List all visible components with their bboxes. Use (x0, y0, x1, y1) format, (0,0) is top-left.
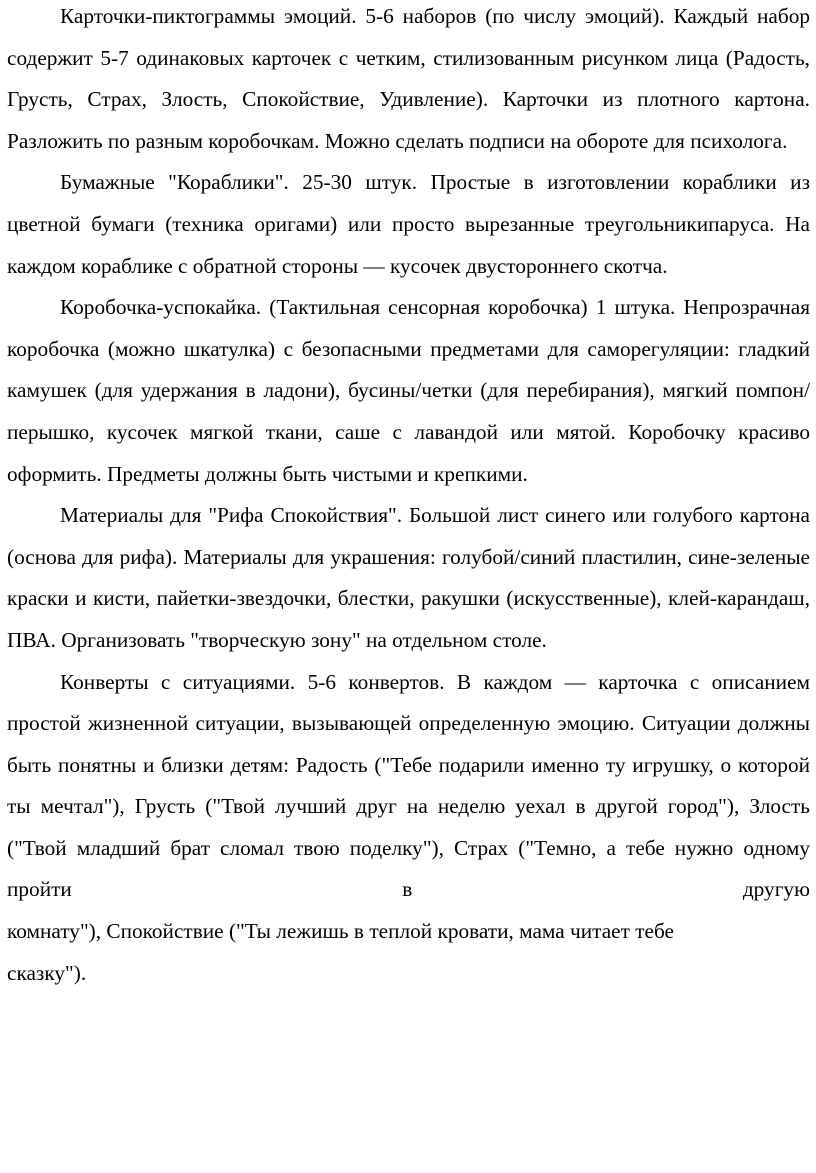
paragraph-situation-envelopes-justified: Конверты с ситуациями. 5-6 конвертов. В каждом — карточка с описанием простой жизненной ситуации, вызывающей определенную эмоцию. Ситуации должны быть понятны и близки детям: Радость ("Тебе подарили именно ту игрушку, о которой ты мечтал"), Грусть ("Твой лучший друг на неделю уехал в другой город"), Злость ("Твой младший брат сломал твою поделку"), Страх ("Темно, а тебе нужно одному пройти в другую (7, 669, 810, 902)
paragraph-emotion-pictogram-cards: Карточки-пиктограммы эмоций. 5-6 наборов (по числу эмоций). Каждый набор содержит 5-7 одинаковых карточек с четким, стилизованным рисунком лица (Радость, Грусть, Страх, Злость, Спокойствие, Удивление). Карточки из плотного картона. Разложить по разным коробочкам. Можно сделать подписи на обороте для психолога. (7, 4, 810, 153)
paragraph-situation-envelopes-tail: комнату"), Спокойствие ("Ты лежишь в теплой кровати, мама читает тебе (7, 919, 675, 944)
paragraph-reef-of-calm-materials: Материалы для "Рифа Спокойствия". Большой лист синего или голубого картона (основа для рифа). Материалы для украшения: голубой/синий пластилин, сине-зеленые краски и кисти, пайетки-звездочки, блестки, ракушки (искусственные), клей-карандаш, ПВА. Организовать "творческую зону" на отдельном столе. (7, 503, 810, 652)
paragraph-situation-envelopes (7, 662, 810, 995)
paragraph-paper-boats: Бумажные "Кораблики". 25-30 штук. Простые в изготовлении кораблики из цветной бумаги (техника оригами) или просто вырезанные треугольникипаруса. На каждом кораблике с обратной стороны — кусочек двустороннего скотча. (7, 170, 810, 278)
paragraph-calming-box: Коробочка-успокайка. (Тактильная сенсорная коробочка) 1 штука. Непрозрачная коробочка (можно шкатулка) с безопасными предметами для саморегуляции: гладкий камушек (для удержания в ладони), бусины/четки (для перебирания), мягкий помпон/перышко, кусочек мягкой ткани, саше с лавандой или мятой. Коробочку красиво оформить. Предметы должны быть чистыми и крепкими. (7, 295, 810, 486)
document-page (7, 0, 810, 994)
paragraph-situation-envelopes-last: сказку"). (7, 960, 87, 985)
